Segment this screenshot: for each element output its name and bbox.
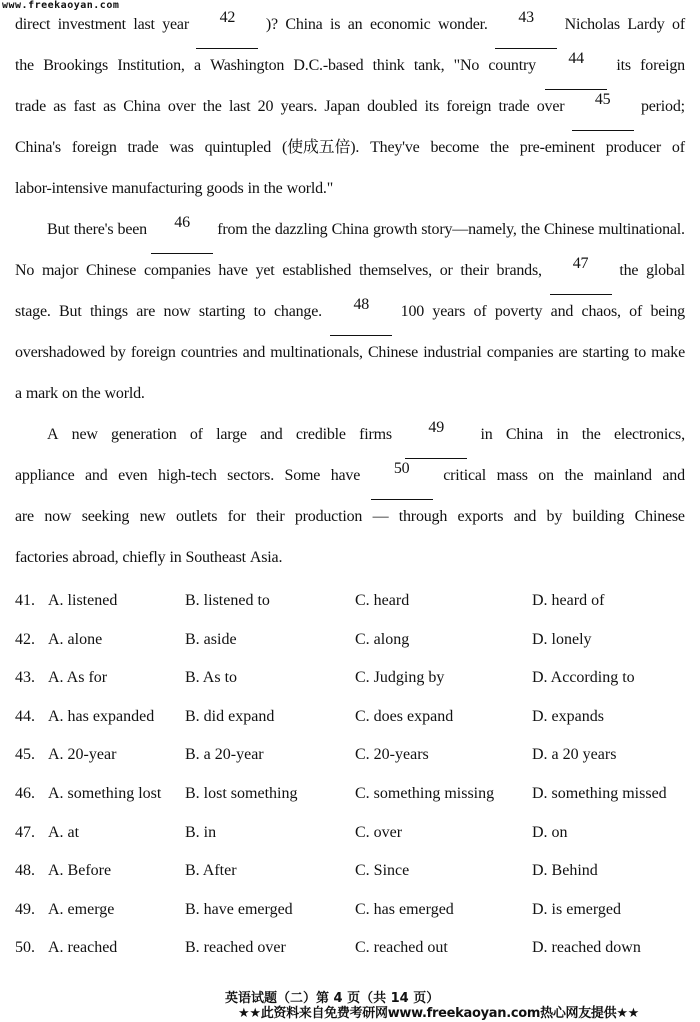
question-number: 46. <box>15 784 35 802</box>
passage-word: change. <box>274 303 322 320</box>
option-c[interactable]: C. has emerged <box>355 900 454 918</box>
blank-45: 45 <box>572 90 634 131</box>
passage-word: new <box>71 426 98 443</box>
passage-word: of <box>473 303 487 320</box>
question-row <box>15 592 695 631</box>
option-c[interactable]: C. heard <box>355 592 410 609</box>
passage-line <box>15 254 685 295</box>
passage-word: the <box>520 221 540 238</box>
passage-word: last <box>228 98 251 115</box>
passage-word: global <box>646 262 685 279</box>
passage-word: things <box>89 303 128 320</box>
passage-line <box>15 295 685 336</box>
passage-word: and <box>513 508 537 525</box>
blank-48: 48 <box>330 295 392 336</box>
passage-word: seeking <box>81 508 130 525</box>
passage-word: country <box>488 57 536 74</box>
passage-word: have <box>330 467 361 484</box>
option-b[interactable]: B. a 20-year <box>185 746 264 764</box>
passage-word: D.C.-based <box>293 57 364 74</box>
passage-word: the <box>15 57 34 74</box>
passage-word: themselves, <box>359 262 432 279</box>
option-a[interactable]: A. something lost <box>48 784 162 802</box>
passage-word: countries <box>180 344 238 361</box>
option-a[interactable]: A. As for <box>48 669 108 687</box>
option-a[interactable]: A. alone <box>48 630 103 648</box>
passage-word: China <box>331 221 369 238</box>
passage-word: make <box>651 344 685 361</box>
passage-word: mark <box>25 385 58 402</box>
passage-word: No <box>15 262 35 279</box>
passage-word: Chinese <box>544 221 595 238</box>
option-b[interactable]: B. have emerged <box>185 900 293 918</box>
passage-word: been <box>117 221 147 238</box>
passage-word: in <box>169 549 182 566</box>
passage-word: pre-eminent <box>519 139 595 156</box>
passage-word: )? <box>265 16 278 33</box>
option-d[interactable]: D. expands <box>532 707 604 725</box>
option-d[interactable]: D. Behind <box>532 862 598 880</box>
question-number: 49. <box>15 900 35 918</box>
passage-word: firms <box>359 426 392 443</box>
passage-word: China <box>123 98 161 115</box>
passage-word: new <box>139 508 166 525</box>
passage-word: Nicholas <box>564 16 620 33</box>
passage-word: their <box>460 262 489 279</box>
passage-word: year <box>162 16 189 33</box>
passage-word: there's <box>73 221 114 238</box>
blank-49: 49 <box>405 418 467 459</box>
option-d[interactable]: D. on <box>532 823 568 841</box>
footer <box>0 992 700 1022</box>
passage-word: investment <box>57 16 126 33</box>
passage-word: world. <box>104 385 145 402</box>
passage-word: starting <box>582 344 629 361</box>
passage-word: years. <box>280 98 318 115</box>
passage-word: exports <box>457 508 504 525</box>
question-row <box>15 862 695 901</box>
question-number: 45. <box>15 746 35 764</box>
passage-word: credible <box>295 426 346 443</box>
passage-word: Chinese <box>634 508 685 525</box>
question-number: 41. <box>15 592 35 609</box>
passage-word: They've <box>370 139 420 156</box>
passage-word: trade <box>127 139 159 156</box>
passage-word: an <box>347 16 363 33</box>
passage-word: sectors. <box>227 467 275 484</box>
passage-word: brands, <box>496 262 542 279</box>
blank-43: 43 <box>495 8 557 49</box>
option-a[interactable]: A. emerge <box>48 900 115 918</box>
passage-word: are <box>558 344 578 361</box>
passage-word: A <box>47 426 59 443</box>
passage-word: Some <box>284 467 321 484</box>
passage-word: growth <box>372 221 418 238</box>
passage-line <box>15 377 685 418</box>
passage-word: 20 <box>257 98 274 115</box>
passage-word: in <box>247 180 260 197</box>
passage-line <box>15 418 685 459</box>
passage-word: is <box>330 16 341 33</box>
option-c[interactable]: C. Since <box>355 862 410 880</box>
passage-word: are <box>15 508 34 525</box>
passage-word: a <box>193 57 201 74</box>
passage-word: building <box>572 508 625 525</box>
passage-word: or <box>439 262 453 279</box>
passage-word: story—namely, <box>421 221 517 238</box>
passage-word: the <box>251 221 271 238</box>
passage-word: Chinese <box>367 344 419 361</box>
passage-word: their <box>256 508 285 525</box>
passage-word: on <box>538 467 554 484</box>
passage-word: Lardy <box>627 16 665 33</box>
question-row <box>15 669 695 708</box>
passage-word: as <box>103 98 117 115</box>
option-a[interactable]: A. at <box>48 823 80 841</box>
option-c[interactable]: C. along <box>355 630 410 648</box>
passage-word: dazzling <box>274 221 328 238</box>
passage-word: chiefly <box>122 549 166 566</box>
passage-word: "No <box>453 57 480 74</box>
passage-word: period; <box>640 98 685 115</box>
passage-word: now <box>163 303 191 320</box>
passage-word: economic <box>369 16 431 33</box>
site-url: www.freekaoyan.com <box>2 0 120 11</box>
passage-line <box>15 336 685 377</box>
question-row <box>15 901 695 940</box>
passage-word: over <box>536 98 565 115</box>
passage-word: its <box>616 57 631 74</box>
passage-word: high-tech <box>158 467 217 484</box>
passage-word: chaos, <box>581 303 621 320</box>
passage-word: wonder. <box>438 16 488 33</box>
question-row <box>15 939 695 978</box>
option-c[interactable]: C. does expand <box>355 707 454 725</box>
passage-word: of <box>672 16 685 33</box>
passage-line <box>15 459 685 500</box>
question-row <box>15 708 695 747</box>
passage-word: China's <box>15 139 61 156</box>
passage-word: being <box>650 303 685 320</box>
passage-word: goods <box>206 180 244 197</box>
passage-word: major <box>41 262 79 279</box>
passage-word: producer <box>605 139 662 156</box>
option-a[interactable]: A. has expanded <box>48 707 155 725</box>
passage-word: through <box>398 508 448 525</box>
source-banner: ★★此资料来自免费考研网www.freekaoyan.com热心网友提供★★ <box>238 1006 640 1021</box>
option-d[interactable]: D. According to <box>532 669 635 687</box>
passage-word: Brookings <box>43 57 109 74</box>
passage-word: for <box>227 508 246 525</box>
option-d[interactable]: D. something missed <box>532 784 667 802</box>
passage-word: and <box>550 303 574 320</box>
passage-word: foreign <box>130 344 176 361</box>
passage-word: of <box>189 426 203 443</box>
passage-word: are <box>136 303 156 320</box>
option-d[interactable]: D. reached down <box>532 939 641 957</box>
passage-word: the <box>564 467 584 484</box>
passage-word: was <box>169 139 194 156</box>
passage-word: companies <box>486 344 554 361</box>
passage-word: by <box>546 508 563 525</box>
passage-word: think <box>372 57 405 74</box>
passage-word: quintupled <box>204 139 272 156</box>
passage-word: to <box>633 344 647 361</box>
passage-line <box>15 500 685 541</box>
passage-word: to <box>253 303 266 320</box>
passage-word: become <box>430 139 480 156</box>
passage-word: the <box>619 262 639 279</box>
passage-line <box>15 131 685 172</box>
passage-word: by <box>110 344 126 361</box>
question-number: 44. <box>15 707 35 725</box>
passage-word: starting <box>198 303 246 320</box>
passage-word: poverty <box>494 303 543 320</box>
passage-word: outlets <box>176 508 218 525</box>
option-a[interactable]: A. Before <box>48 862 112 880</box>
passage-word: on <box>61 385 78 402</box>
answer-options <box>15 592 695 978</box>
option-b[interactable]: B. After <box>185 862 237 880</box>
passage-word: over <box>167 98 196 115</box>
page-label: 英语试题（二）第 4 页（共 14 页） <box>225 991 440 1006</box>
cloze-passage <box>15 8 685 582</box>
passage-word: appliance <box>15 467 75 484</box>
passage-word: Washington <box>210 57 285 74</box>
passage-word: — <box>372 508 389 525</box>
question-number: 50. <box>15 939 35 957</box>
blank-46: 46 <box>151 213 213 254</box>
passage-line <box>15 49 685 90</box>
passage-word: in <box>556 426 569 443</box>
option-a[interactable]: A. reached <box>48 939 118 957</box>
passage-word: and <box>85 467 108 484</box>
passage-word: of <box>671 139 685 156</box>
passage-word: Institution, <box>117 57 185 74</box>
passage-word: critical <box>443 467 487 484</box>
option-b[interactable]: B. in <box>185 823 217 841</box>
option-b[interactable]: B. As to <box>185 669 238 687</box>
option-a[interactable]: A. listened <box>48 592 118 609</box>
passage-word: mass <box>496 467 528 484</box>
passage-word: from <box>217 221 248 238</box>
passage-word: foreign <box>446 98 492 115</box>
option-d[interactable]: D. a 20 years <box>532 746 617 764</box>
blank-44: 44 <box>545 49 607 90</box>
passage-word: stage. <box>15 303 51 320</box>
passage-word: But <box>59 303 82 320</box>
question-number: 42. <box>15 630 35 648</box>
passage-word: years <box>432 303 466 320</box>
passage-word: and <box>662 467 685 484</box>
passage-word: mainland <box>593 467 652 484</box>
question-row <box>15 824 695 863</box>
option-b[interactable]: B. did expand <box>185 707 275 725</box>
passage-word: the <box>202 98 222 115</box>
passage-word: Chinese <box>86 262 137 279</box>
passage-word: Southeast <box>185 549 246 566</box>
passage-word: fast <box>73 98 96 115</box>
passage-word: a <box>15 385 22 402</box>
passage-word: doubled <box>367 98 418 115</box>
option-b[interactable]: B. aside <box>185 630 237 648</box>
option-c[interactable]: C. over <box>355 823 403 841</box>
passage-word: manufacturing <box>111 180 203 197</box>
passage-word: and <box>260 426 283 443</box>
passage-word: now <box>44 508 72 525</box>
question-number: 48. <box>15 862 35 880</box>
passage-word: Japan <box>324 98 360 115</box>
passage-word: China <box>505 426 544 443</box>
passage-word: world." <box>286 180 334 197</box>
passage-word: direct <box>15 16 51 33</box>
passage-word: foreign <box>640 57 685 74</box>
option-b[interactable]: B. reached over <box>185 939 286 957</box>
passage-word: China <box>285 16 323 33</box>
passage-word: even <box>118 467 148 484</box>
passage-word: large <box>216 426 247 443</box>
question-row <box>15 746 695 785</box>
passage-line <box>15 541 685 582</box>
option-d[interactable]: D. heard of <box>532 592 605 609</box>
passage-word: overshadowed <box>15 344 106 361</box>
passage-word: industrial <box>423 344 482 361</box>
question-number: 47. <box>15 823 35 841</box>
passage-word: its <box>424 98 440 115</box>
option-c[interactable]: C. 20-years <box>355 746 429 764</box>
blank-50: 50 <box>371 459 433 500</box>
blank-42: 42 <box>196 8 258 49</box>
question-number: 43. <box>15 669 35 687</box>
option-b[interactable]: B. lost something <box>185 784 298 802</box>
passage-word: Asia. <box>249 549 283 566</box>
passage-word: abroad, <box>72 549 119 566</box>
passage-line <box>15 172 685 213</box>
passage-word: production <box>294 508 363 525</box>
passage-word: have <box>218 262 248 279</box>
passage-line <box>15 213 685 254</box>
passage-word: companies <box>143 262 211 279</box>
option-c[interactable]: C. Judging by <box>355 669 445 687</box>
passage-word: in <box>480 426 493 443</box>
passage-word: factories <box>15 549 69 566</box>
passage-line <box>15 90 685 131</box>
passage-word: and <box>242 344 266 361</box>
passage-word: the <box>263 180 283 197</box>
passage-word: But <box>47 221 70 238</box>
passage-word: multinationals, <box>270 344 363 361</box>
passage-word: 100 <box>400 303 425 320</box>
passage-line <box>15 8 685 49</box>
question-row <box>15 785 695 824</box>
option-b[interactable]: B. listened to <box>185 592 270 609</box>
question-row <box>15 631 695 670</box>
passage-word: trade <box>15 98 46 115</box>
passage-word: the <box>489 139 509 156</box>
passage-word: tank, <box>413 57 445 74</box>
passage-word: electronics, <box>613 426 685 443</box>
passage-word: established <box>282 262 352 279</box>
option-a[interactable]: A. 20-year <box>48 746 117 764</box>
option-d[interactable]: D. lonely <box>532 630 592 648</box>
passage-word: foreign <box>71 139 117 156</box>
passage-word: the <box>81 385 101 402</box>
passage-word: of <box>629 303 643 320</box>
passage-word: generation <box>111 426 177 443</box>
passage-word: (使成五倍). <box>281 139 360 156</box>
passage-word: yet <box>255 262 275 279</box>
option-d[interactable]: D. is emerged <box>532 900 622 918</box>
passage-word: as <box>53 98 67 115</box>
passage-word: labor-intensive <box>15 180 108 197</box>
blank-47: 47 <box>550 254 612 295</box>
option-c[interactable]: C. something missing <box>355 784 495 802</box>
passage-word: the <box>581 426 601 443</box>
passage-word: trade <box>498 98 530 115</box>
passage-word: multinational. <box>598 221 685 238</box>
option-c[interactable]: C. reached out <box>355 939 448 957</box>
passage-word: last <box>133 16 155 33</box>
